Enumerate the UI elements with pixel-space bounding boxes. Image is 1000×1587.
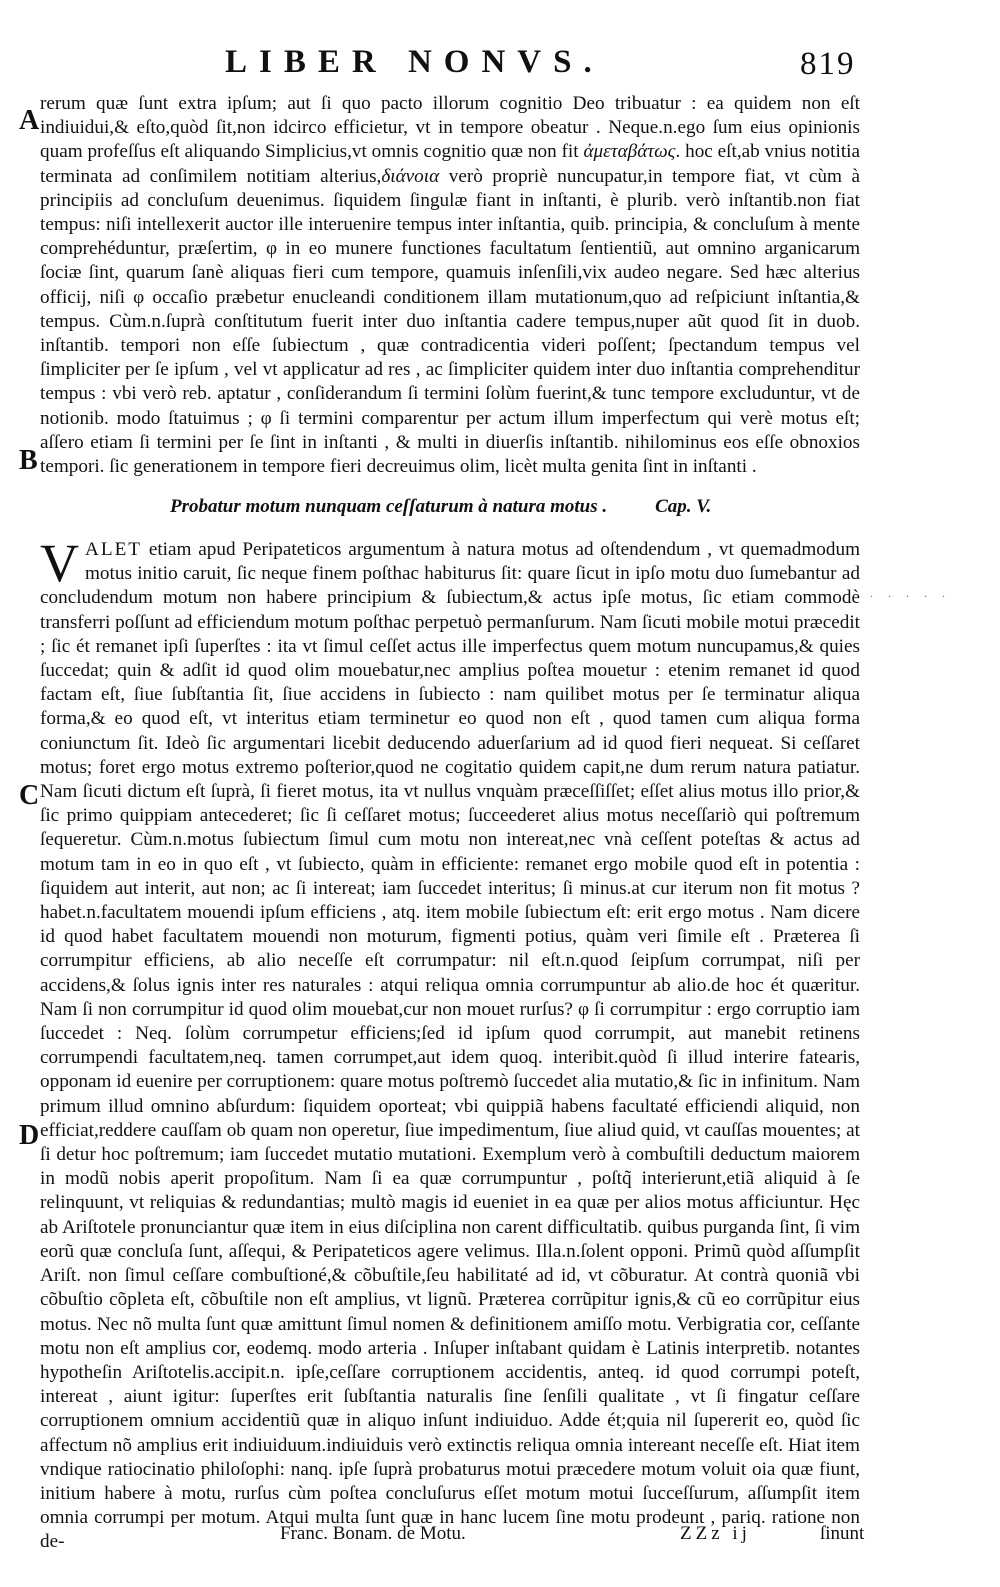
section-one-paragraph [40,92,860,479]
section-two-body: etiam apud Peripateticos argumentum à natura motus ad oſtendendum , vt quemadmodum motus initio caruit, ſic neque finem poſthac habiturus ſit: quare ſicut in ipſo motu duo ſumebantur ad concludendum motum non habere principium & ſubiectum,& actus ipſe motus, ſic etiam commodè transferri poſſunt ad efficiendum motum poſthac perpetuò permanſurum. Nam ſicuti mobile motui præcedit ; ſic ét remanet ipſi ſuperſtes : ita vt ſimul ceſſet actus ille imperfectus quem motum nuncupamus,& quies ſuccedat; quin & adſit id quod olim mouebatur,nec amplius poſtea mouetur : etenim remanet id quod factam eſt, ſiue ſubſtantia ſit, ſiue accidens in ſubiecto : nam quilibet motus per ſe terminatur aliqua forma,& eo quod eſt, vt interitus etiam terminetur eo quod non eſt , quod tamen cum aliqua forma coniunctum ſit. Ideò ſic argumentari licebit deducendo aduerſarium ad id quod fieri nequeat. Si ceſſaret motus; foret ergo motus extremo poſterior,quod ne cogitatio quidem capit,ne dum rerum natura patiatur. Nam ſicuti dictum eſt ſuprà, ſi fieret motus, ita vt nullus vnquàm præceſſiſſet; eſſet alius motus illo prior,& ſic primo quippiam antecederet; ſic ſi ceſſaret motus; ſucceederet alius motus neceſſariò qui poſtremum ſequeretur. Cùm.n.motus ſubiectum ſimul cum motu non intereat,nec vnà ceſſent poteſtas & actus ad motum tam in eo in quo eſt , vt ſubiecto, quàm in efficiente: remanet ergo mobile quod eſt in potentia : ſiquidem aut interit, aut non; ac ſi intereat; iam ſuccedet interitus; ſi minus.at cur iterum non fit motus ? habet.n.facultatem mouendi ipſum efficiens , atq. item mobile ſubiectum eſt: erit ergo motus . Nam dicere id quod habet facultatem mouendi non moturum, figmenti potius, quàm veri ſimile eſt . Præterea ſi corrumpitur efficiens, ab alio neceſſe eſt corrumpatur: nil eſt.n.quod ſeipſum corrumpat, niſi per accidens,& ſolus ignis inter res naturales : atqui reliqua omnia corrumpuntur ab alio.de hoc ét quæritur. Nam ſi non corrumpitur id quod olim mouebat,cur non mouet rurſus? φ ſi corrumpitur : ergo corruptio iam ſuccedet : Neq. ſolùm corrumpetur efficiens;ſed id ipſum quod corrumpit, aut manebit retinens corrumpendi facultatem,neq. tamen corrumpet,aut idem quoq. interibit.quòd ſi illud interire fatearis, opponam id euenire per corruptionem: quare motus poſtremò ſuccedet alia mutatio,& ſic in infinitum. Nam primum illud omnino abſurdum: ſiquidem oporteat; vbi quippiã habens facultaté efficiendi aliquid, non efficiat,reddere cauſſam ob quam non operetur, ſiue impedimentum, ſiue aliud quid, vt cauſſas mouentes; at ſi detur hoc poſtremum; iam ſuccedet mutatio mutationi. Exemplum verò à combuſtili deductum maiorem in modũ nobis aperit propoſitum. Nam ſi ea quæ corrumpuntur , poſtq̃ interierunt,etiã aliquid à ſe relinquunt, vt reliquias & redundantias; multò magis id eueniet in ea quæ per alios motus afficiuntur. Hęc ab Ariſtotele pronunciantur quæ item in eius diſciplina non carent difficultatib. quibus purganda ſint, ſi vim eorũ quæ concluſa ſunt, aſſequi, & Peripateticos agere velimus. Illa.n.ſolent opponi. Primũ quòd aſſumpſit Ariſt. non ſimul ceſſare combuſtioné,& cõbuſtile,ſeu habilitaté ad id, vt cõburatur. At contrà quoniã vbi cõbuſtio cõpleta eſt, cõbuſtile non eſt amplius, vt lignũ. Præterea corrũpitur ignis,& cũ eo corrũpitur eius motus. Nec nõ multa ſunt quæ amittunt ſimul nomen & definitionem amiſſo motu. Verbigratia cor, ceſſante motu non eſt amplius cor, eodemq. modo arteria . Inſuper inſtabant quidam è Latinis interpretib. notantes hypotheſin Ariſtotelis.accipit.n. ipſe,ceſſare corruptionem accidentis, anteq. id quod corrumpi poteſt, intereat , aiunt igitur: ſuperſtes erit ſubſtantia naturalis ſine ſenſili qualitate , vt ſi fingatur ceſſare corruptionem omnium accidentiũ quæ in aliquo inſunt indiuiduo. Adde ét;quia nil ſupererit eo, quòd ſic affectum nõ amplius erit indiuiduum.indiuiduis verò extinctis reliqua omnia intereant neceſſe eſt. Hiat item vndique ratiocinatio philoſophi: nanq. ipſe ſuprà probaturus motui præcedere motum voluit oia quæ fiunt, initium habere à motu, rurſus cùm poſtea concluſurus eſſet motum motui ſucceſſurum, aſſumpſit item omnia corrumpi per motum. Atqui multa ſunt quæ in hanc lucem ſine motu prodeunt , pariq. ratione non de- [40,539,860,1553]
chapter-number: Cap. V. [655,496,712,517]
catchword: ſinunt [820,1523,865,1544]
opening-word: ALET [85,539,143,560]
margin-letter-a: A [19,105,40,136]
drop-capital: V [40,533,79,593]
margin-letter-b: B [19,445,38,476]
footer-author: Franc. Bonam. de Motu. [280,1523,466,1544]
chapter-heading [170,496,810,518]
margin-letter-d: D [19,1120,40,1151]
chapter-title: Probatur motum nunquam ceſſaturum à natura motus . [170,496,608,517]
margin-letter-c: C [19,780,40,811]
section-two-paragraph [40,533,860,1555]
section-one-part-2: . hoc eſt,ab vnius notitia terminata ad conſimilem notitiam alterius, [40,141,860,187]
page-number: 819 [800,46,856,82]
signature-mark: ZZz ij [680,1523,751,1544]
greek-word-1: ἀμεταβάτως [583,141,676,163]
section-one-text [40,92,860,479]
greek-word-2: διάνοια [381,165,440,187]
running-title: LIBER NONVS. [225,44,604,80]
section-two-text [40,533,860,1555]
section-one-part-1: rerum quæ ſunt extra ipſum; aut ſi quo pacto illorum cognitio Deo tribuatur : ea quidem non eſt indiuidui,& eſto,quòd ſit,non idcirco efficietur, vt in tempore obeatur . Neque.n.ego ſum eius opinionis quam profeſſus eſt aliquando Simplicius,vt omnis cognitio quæ non fit [40,93,860,163]
marginal-specks: . . . . . [870,586,951,600]
section-one-part-3: verò propriè nuncupatur,in tempore fiat, vt cùm à principiis ad concluſum deuenimus. ſiquidem ſingulæ fiant in inſtanti, è plurib. verò inſtantib.non fiat tempus: niſi intellexerit auctor ille interuenire tempus inter inſtantia, quib. principia, & concluſum à mente comprehéduntur, præſertim, φ in eo munere functiones facultatum ſentientiũ, aut omnino arganicarum ſociæ ſint, quarum ſanè aliquas fieri cum tempore, quamuis inſenſili,vix audeo negare. Sed hæc alterius officij, niſi φ occaſio præbetur enucleandi conditionem illam mutationum,quo ad reſpiciunt inſtantia,& tempus. Cùm.n.ſuprà conſtitutum fuerit inter duo inſtantia cadere tempus,nuper aũt quod ſit in duob. inſtantib. tempori non eſſe ſubiectum , quæ contradicentia videri poſſent; ſpectandum tempus vel ſimpliciter per ſe ipſum , vel vt applicatur ad res , ac ſimpliciter quidem inter duo inſtantia comprehenditur tempus : vbi verò reb. aptatur , conſiderandum ſi termini ſolùm fuerint,& tunc tempore excluduntur, vt de notionib. modo ſtatuimus ; φ ſi termini comparentur per actum illum imperfectum qui verè motus eſt; aſſero etiam ſi termini per ſe ſint in inſtanti , & multi in diuerſis inſtantib. nihilominus eos eſſe obnoxios tempori. ſic generationem in tempore fieri decreuimus olim, licèt multa genita ſint in inſtanti . [40,165,860,478]
